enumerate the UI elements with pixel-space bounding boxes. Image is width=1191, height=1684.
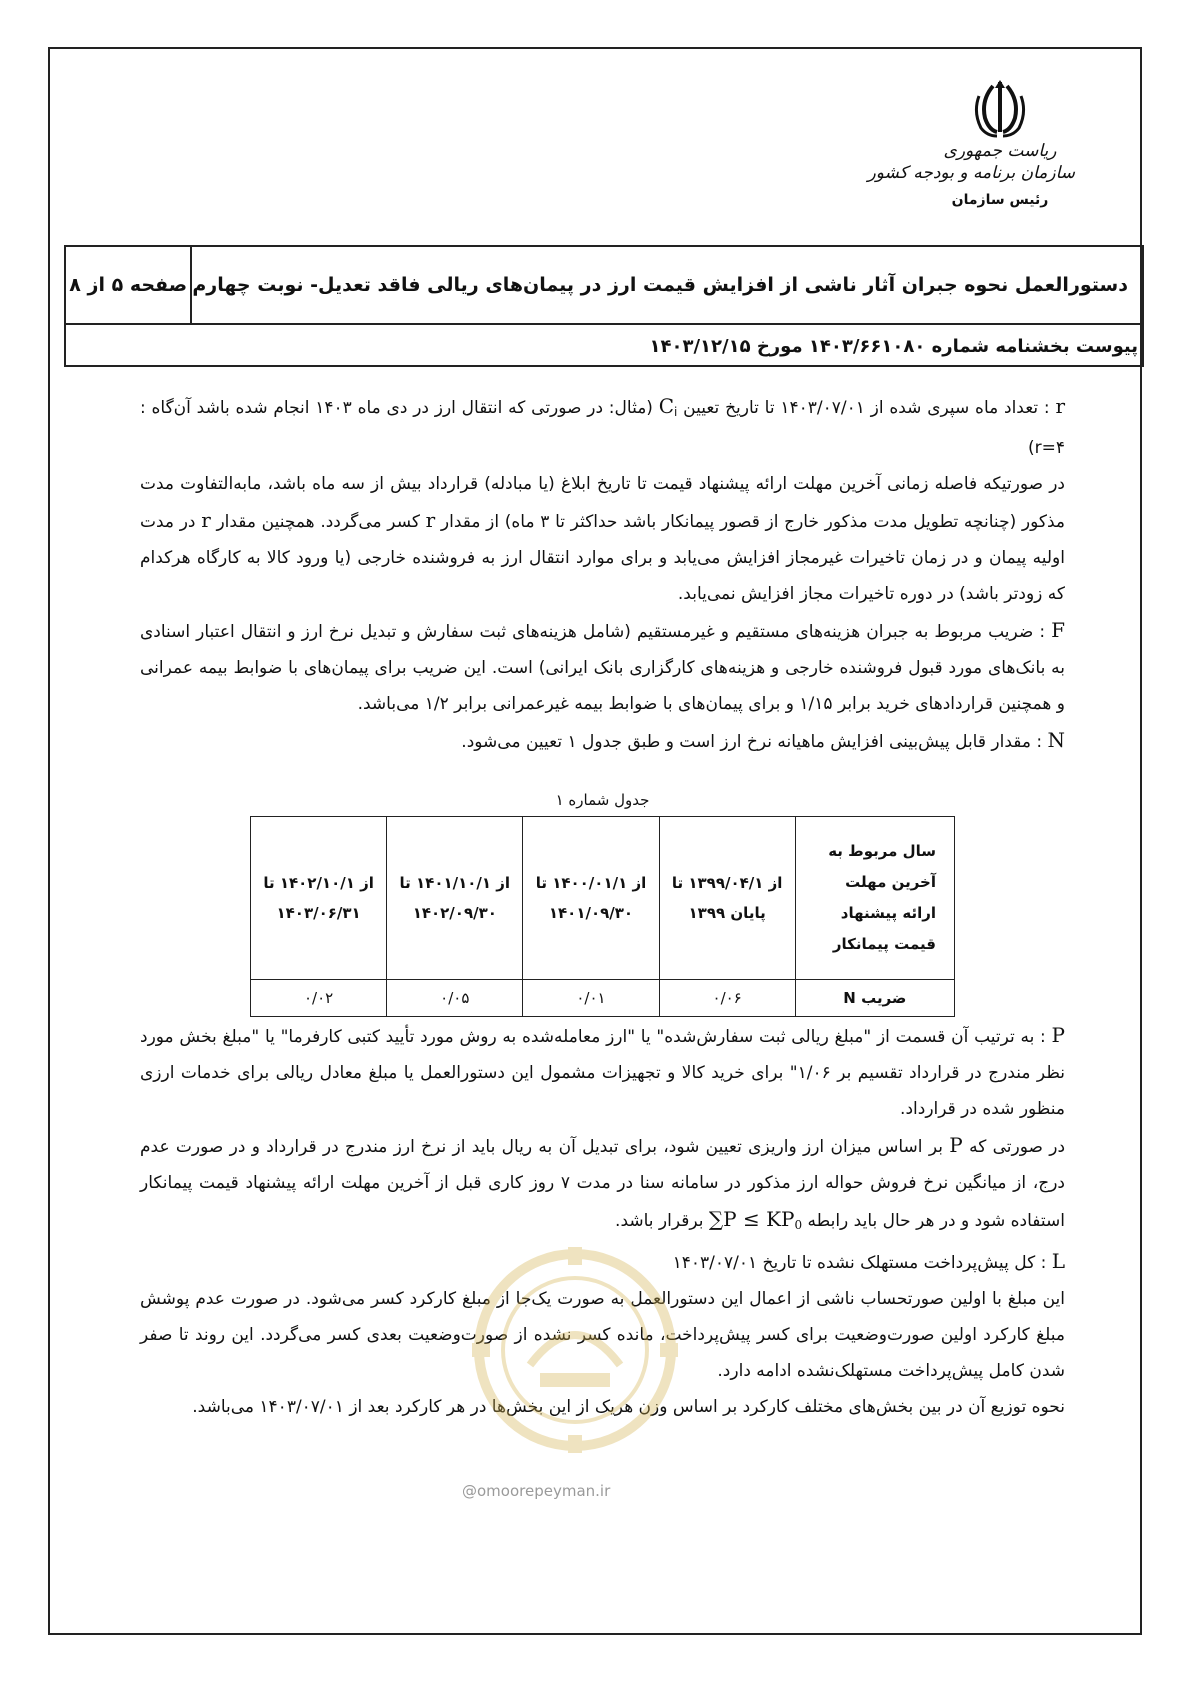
letterhead-line-1: ریاست جمهوری <box>943 141 1057 161</box>
column-header-line: ۱۴۰۱/۰۹/۳۰ <box>548 904 634 922</box>
column-header-line: ۱۴۰۲/۰۹/۳۰ <box>412 904 497 922</box>
iran-emblem-icon <box>925 78 1075 140</box>
column-header-line: از ۱۴۰۲/۱۰/۱ تا <box>263 874 374 892</box>
paragraph-r-adjustment <box>140 466 1065 612</box>
symbol-p: P <box>1051 1023 1065 1047</box>
definition-n <box>140 722 1065 760</box>
table-column-header <box>659 817 795 980</box>
paragraph-l-distribution: نحوه توزیع آن در بین بخش‌های مختلف کارکرد بر اساس وزن هریک از این بخش‌ها در هر کارکرد بعد از ۱۴۰۳/۰۷/۰۱ می‌باشد. <box>192 1397 1065 1417</box>
table-column-header <box>251 817 387 980</box>
paragraph-p-text-a: در صورتی که <box>969 1137 1066 1157</box>
symbol-f: F <box>1051 618 1065 642</box>
symbol-r: r <box>1055 394 1066 418</box>
definition-r <box>140 388 1065 466</box>
table-corner-header <box>795 817 954 980</box>
corner-header-line: ارائه پیشنهاد <box>840 904 936 922</box>
formula-sum-p <box>709 1207 802 1231</box>
table-row-label: ضریب N <box>795 980 954 1017</box>
symbol-n: N <box>1047 728 1065 752</box>
table-cell-value: ۰/۰۱ <box>523 980 659 1017</box>
corner-header-line: آخرین مهلت <box>845 873 936 891</box>
column-header-line: ۱۴۰۳/۰۶/۳۱ <box>276 904 361 922</box>
paragraph-p-text-b: بر اساس میزان ارز واریزی تعیین شود، برای تبدیل آن به ریال باید از نرخ ارز مندرج در قرارداد و در صورت عدم درج، از میانگین نرخ فروش حواله ارز مذکور در سامانه سنا در مدت ۷ روز کاری قبل از آخرین مهلت ارائه پیشنهاد قیمت پیمانکار استفاده شود و در هر حال باید رابطه <box>140 1137 1065 1231</box>
table-cell-value: ۰/۰۶ <box>659 980 795 1017</box>
table-caption: جدول شماره ۱ <box>555 791 650 809</box>
watermark-url: @omoorepeyman.ir <box>462 1482 611 1500</box>
paragraph-p-text-c: برقرار باشد. <box>615 1211 704 1231</box>
letterhead-line-2: سازمان برنامه و بودجه کشور <box>867 163 1075 183</box>
table-cell-value: ۰/۰۲ <box>251 980 387 1017</box>
column-header-line: از ۱۴۰۱/۱۰/۱ تا <box>399 874 511 892</box>
symbol-p-inline: P <box>949 1133 963 1157</box>
header-row <box>66 247 1142 325</box>
table-row <box>251 980 955 1017</box>
table-header-row <box>251 817 955 980</box>
document-title: دستورالعمل نحوه جبران آثار ناشی از افزایش قیمت ارز در پیمان‌های ریالی فاقد تعدیل- نوبت چهارم <box>192 274 1128 296</box>
symbol-r-inline: r <box>425 508 436 532</box>
definition-n-text: : مقدار قابل پیش‌بینی افزایش ماهیانه نرخ ارز است و طبق جدول ۱ تعیین می‌شود. <box>461 732 1043 752</box>
coefficient-table <box>250 816 955 1017</box>
letterhead <box>867 78 1075 208</box>
column-header-line: از ۱۴۰۰/۰۱/۱ تا <box>535 874 647 892</box>
definition-p <box>140 1017 1065 1127</box>
corner-header-line: سال مربوط به <box>828 842 936 860</box>
paragraph-r-text-a: در صورتیکه فاصله زمانی آخرین مهلت ارائه پیشنهاد قیمت تا تاریخ ابلاغ (یا مبادله) قرارداد بیش از سه ماه باشد، مابه‌التفاوت مدت مذکور (چنانچه تطویل مدت مذکور خارج از قصور پیمانکار باشد حداکثر تا ۳ ماه) از مقدار <box>140 474 1066 532</box>
definition-f-text: : ضریب مربوط به جبران هزینه‌های مستقیم و غیرمستقیم (شامل هزینه‌های ثبت سفارش و تبدیل نرخ ارز و انتقال اعتبار اسنادی به بانک‌های مورد قبول فروشنده خارجی و هزینه‌های کارگزاری بانک ایرانی) است. این ضریب برای پیمان‌های با ضوابط بیمه عمرانی و همچنین قراردادهای خرید برابر ۱/۱۵ و برای پیمان‌های با ضوابط بیمه غیرعمرانی برابر ۱/۲ می‌باشد. <box>140 622 1065 714</box>
attachment-reference: پیوست بخشنامه شماره ۱۴۰۳/۶۶۱۰۸۰ مورخ ۱۴۰۳/۱۲/۱۵ <box>649 335 1138 357</box>
definition-l-text: : کل پیش‌پرداخت مستهلک نشده تا تاریخ ۱۴۰۳/۰۷/۰۱ <box>672 1253 1047 1273</box>
symbol-ci: C <box>658 394 675 418</box>
letterhead-line-3: رئیس سازمان <box>951 192 1049 208</box>
paragraph-r-text-b: کسر می‌گردد. همچنین مقدار <box>216 512 420 532</box>
symbol-l: L <box>1051 1249 1065 1273</box>
definition-r-text-a: : تعداد ماه سپری شده از ۱۴۰۳/۰۷/۰۱ تا تاریخ تعیین <box>683 398 1050 418</box>
corner-header-line: قیمت پیمانکار <box>832 935 936 953</box>
paragraph-l-deduction: این مبلغ با اولین صورتحساب ناشی از اعمال این دستورالعمل به صورت یک‌جا از مبلغ کارکرد کسر می‌شود. در صورت عدم پوشش مبلغ کارکرد اولین صورت‌وضعیت برای کسر پیش‌پرداخت، مانده کسر نشده از صورت‌وضعیت بعدی کسر می‌گردد. این روند تا صفر شدن کامل پیش‌پرداخت مستهلک‌نشده ادامه دارد. <box>140 1289 1065 1381</box>
definition-p-text: : به ترتیب آن قسمت از "مبلغ ریالی ثبت سفارش‌شده" یا "ارز معامله‌شده به روش مورد تأیید کتبی کارفرما" یا "مبلغ بخش مورد نظر مندرج در قرارداد تقسیم بر ۱/۰۶" برای خرید کالا و تجهیزات مشمول این دستورالعمل یا مبلغ معادل ریالی برای خدمات ارزی منظور شده در قرارداد. <box>140 1027 1065 1119</box>
symbol-r-inline-2: r <box>201 508 211 532</box>
column-header-line: از ۱۳۹۹/۰۴/۱ تا <box>671 874 783 892</box>
paragraph-p-conversion <box>140 1127 1065 1243</box>
column-header-line: پایان ۱۳۹۹ <box>688 904 766 922</box>
table-column-header <box>523 817 659 980</box>
document-header <box>64 245 1144 367</box>
paragraph-r-text-c: در مدت اولیه پیمان و در زمان تاخیرات غیرمجاز افزایش می‌یابد و برای موارد انتقال ارز به فروشنده خارجی (یا ورود کالا به کارگاه هرکدام که زودتر باشد) در دوره تاخیرات مجاز افزایش نمی‌یابد. <box>140 512 1065 604</box>
formula-text: ∑P ≤ KP <box>708 1207 795 1231</box>
watermark-logo-icon <box>470 1245 680 1455</box>
page-number: صفحه ۵ از ۸ <box>66 247 192 323</box>
formula-subscript: 0 <box>794 1218 803 1232</box>
table-column-header <box>387 817 523 980</box>
table-cell-value: ۰/۰۵ <box>387 980 523 1017</box>
definition-f <box>140 612 1065 722</box>
definition-r-text-b: (مثال: در صورتی که انتقال ارز در دی ماه ۱۴۰۳ انجام شده باشد آن‌گاه : r=۴) <box>140 398 1065 458</box>
symbol-ci-subscript: i <box>674 405 678 419</box>
